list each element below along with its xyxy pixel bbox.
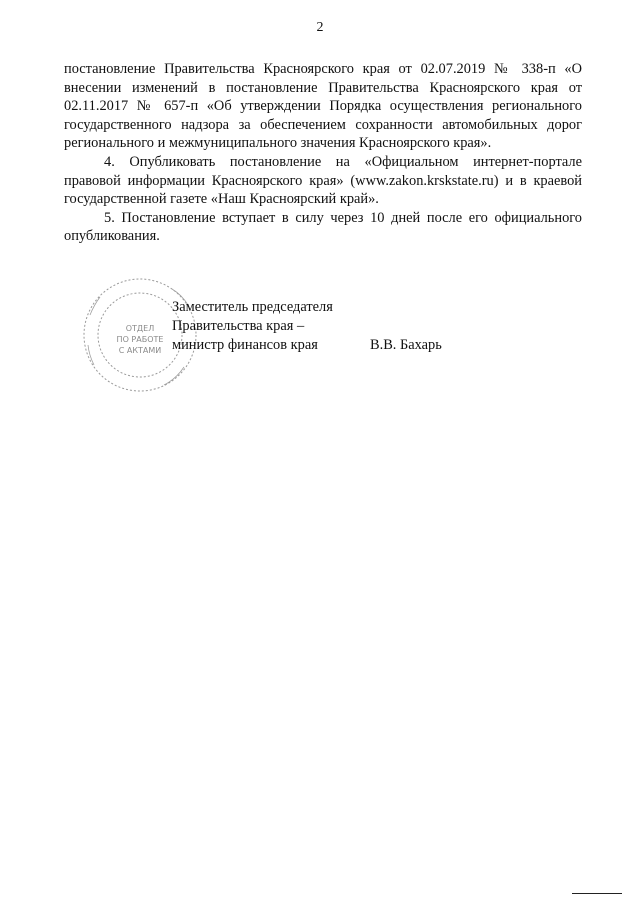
- paragraph-item-5: 5. Постановление вступает в силу через 10 дней после его официального опубликования.: [64, 209, 582, 245]
- signature-block: [172, 298, 592, 355]
- paragraph-item-4: 4. Опубликовать постановление на «Официальном интернет-портале правовой информации Красноярского края» (www.zakon.krskstate.ru) и в краевой государственной газете «Наш Красноярский край».: [64, 153, 582, 208]
- stamp-text-3: С АКТАМИ: [118, 346, 162, 355]
- signature-position-line-2: Правительства края –: [172, 318, 305, 334]
- signature-position-line-3: министр финансов края: [172, 337, 318, 353]
- page-number: 2: [316, 20, 324, 35]
- stamp-text-1: ОТДЕЛ: [125, 324, 155, 333]
- signatory-name: В.В. Бахарь: [370, 337, 442, 353]
- signature-position-line-1: Заместитель председателя: [172, 299, 333, 315]
- document-body: [64, 60, 582, 246]
- stamp-text-2: ПО РАБОТЕ: [116, 335, 164, 344]
- footer-divider: [572, 893, 622, 894]
- paragraph-continuation: постановление Правительства Красноярского края от 02.07.2019 № 338-п «О внесении изменений в постановление Правительства Красноярского края от 02.11.2017 № 657-п «Об утверждении Порядка осуществления регионального государственного надзора за обеспечением сохранности автомобильных дорог регионального и межмуниципального значения Красноярского края».: [64, 61, 582, 152]
